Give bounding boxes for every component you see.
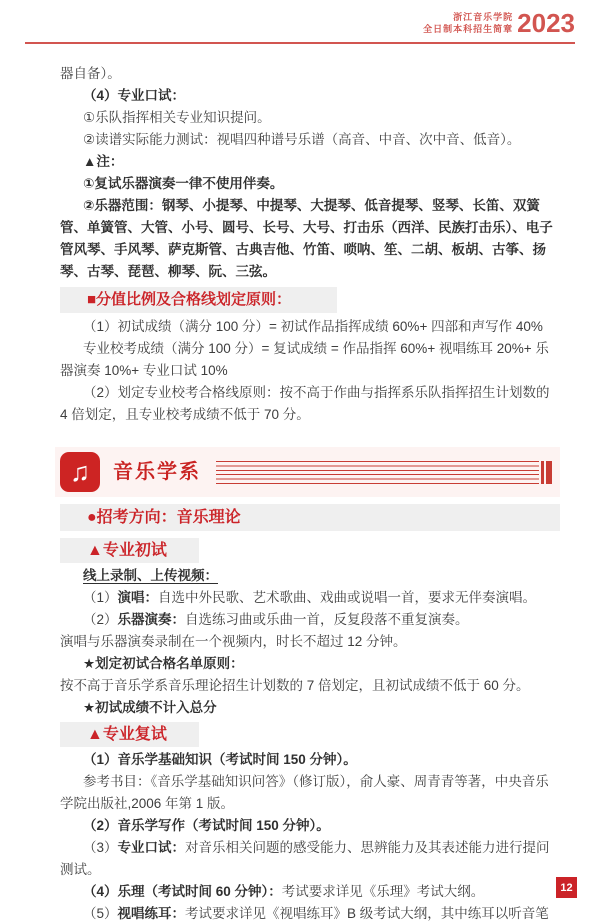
initial-rule-note: ★初试成绩不计入总分 — [83, 700, 217, 715]
retest-item: （3）专业口试：对音乐相关问题的感受能力、思辨能力及其表述能力进行提问测试。 — [60, 840, 550, 877]
header-title-block — [423, 11, 513, 35]
initial-exam-item: （2）乐器演奏：自选练习曲或乐曲一首，反复段落不重复演奏。 — [83, 612, 469, 627]
score-heading-row — [60, 283, 560, 316]
direction-heading: ●招考方向：音乐理论 — [60, 504, 560, 531]
brochure-name: 全日制本科招生简章 — [423, 24, 514, 34]
initial-exam-note: 演唱与乐器演奏录制在一个视频内，时长不超过 12 分钟。 — [60, 634, 407, 649]
page-header — [423, 8, 575, 38]
score-rule: 专业校考成绩（满分 100 分）= 复试成绩 = 作品指挥 60%+ 视唱练耳 20%+ 乐器演奏 10%+ 专业口试 10% — [60, 341, 549, 378]
retest-heading-row — [60, 719, 560, 749]
initial-exam-item: （1）演唱：自选中外民歌、艺术歌曲、戏曲或说唱一首，要求无伴奏演唱。 — [83, 590, 537, 605]
department-title: 音乐学系 — [113, 461, 201, 483]
year-label: 2023 — [517, 8, 575, 38]
retest-item: （4）乐理（考试时间 60 分钟）：考试要求详见《乐理》考试大纲。 — [83, 884, 485, 899]
note-item: ②乐器范围：钢琴、小提琴、中提琴、大提琴、低音提琴、竖琴、长笛、双簧管、单簧管、大管、小号、圆号、长号、大号、打击乐（西洋、民族打击乐）、电子管风琴、手风琴、萨克斯管、古典吉他、竹笛、唢呐、笙、二胡、板胡、古筝、扬琴、古琴、琵琶、柳琴、阮、三弦。 — [60, 198, 553, 279]
staff-lines-decoration — [216, 461, 552, 484]
score-ratio-heading: ■分值比例及合格线划定原则： — [60, 287, 337, 313]
retest-reference: 参考书目：《音乐学基础知识问答》（修订版），俞人豪、周青青等著，中央音乐学院出版社,2006 年第 1 版。 — [60, 774, 549, 811]
music-note-icon: ♫ — [60, 452, 100, 492]
retest-heading: ▲专业复试 — [60, 722, 199, 747]
recording-mode-label: 线上录制、上传视频： — [83, 568, 218, 583]
retest-item: （2）音乐学写作（考试时间 150 分钟）。 — [83, 818, 330, 833]
score-rule: （1）初试成绩（满分 100 分）= 初试作品指挥成绩 60%+ 四部和声写作 40% — [83, 319, 543, 334]
staff-barline-thick — [546, 461, 552, 484]
initial-exam-heading: ▲专业初试 — [60, 538, 199, 563]
oral-test-item: ②读谱实际能力测试：视唱四种谱号乐谱（高音、中音、次中音、低音）。 — [83, 132, 521, 147]
score-rule: （2）划定专业校考合格线原则：按不高于作曲与指挥系乐队指挥招生计划数的 4 倍划定，且专业校考成绩不低于 70 分。 — [60, 385, 550, 422]
continuation-text: 器自备）。 — [60, 66, 121, 81]
retest-item: （5）视唱练耳：考试要求详见《视唱练耳》B 级考试大纲，其中练耳以听音笔 — [83, 906, 549, 921]
staff-barline-thin — [541, 461, 544, 484]
school-name: 浙江音乐学院 — [453, 12, 514, 22]
staff-lines — [216, 461, 539, 484]
page-number-badge: 12 — [556, 877, 577, 898]
oral-test-heading: （4）专业口试： — [83, 88, 186, 103]
page-content — [0, 44, 600, 923]
department-banner — [55, 447, 560, 497]
oral-test-item: ①乐队指挥相关专业知识提问。 — [83, 110, 271, 125]
note-item: ①复试乐器演奏一律不使用伴奏。 — [83, 176, 284, 191]
initial-rule-text: 按不高于音乐学系音乐理论招生计划数的 7 倍划定，且初试成绩不低于 60 分。 — [60, 678, 530, 693]
retest-item: （1）音乐学基础知识（考试时间 150 分钟）。 — [83, 752, 357, 767]
note-heading: ▲注： — [83, 154, 124, 169]
initial-exam-heading-row — [60, 535, 560, 565]
initial-rule-heading: ★划定初试合格名单原则： — [83, 656, 244, 671]
